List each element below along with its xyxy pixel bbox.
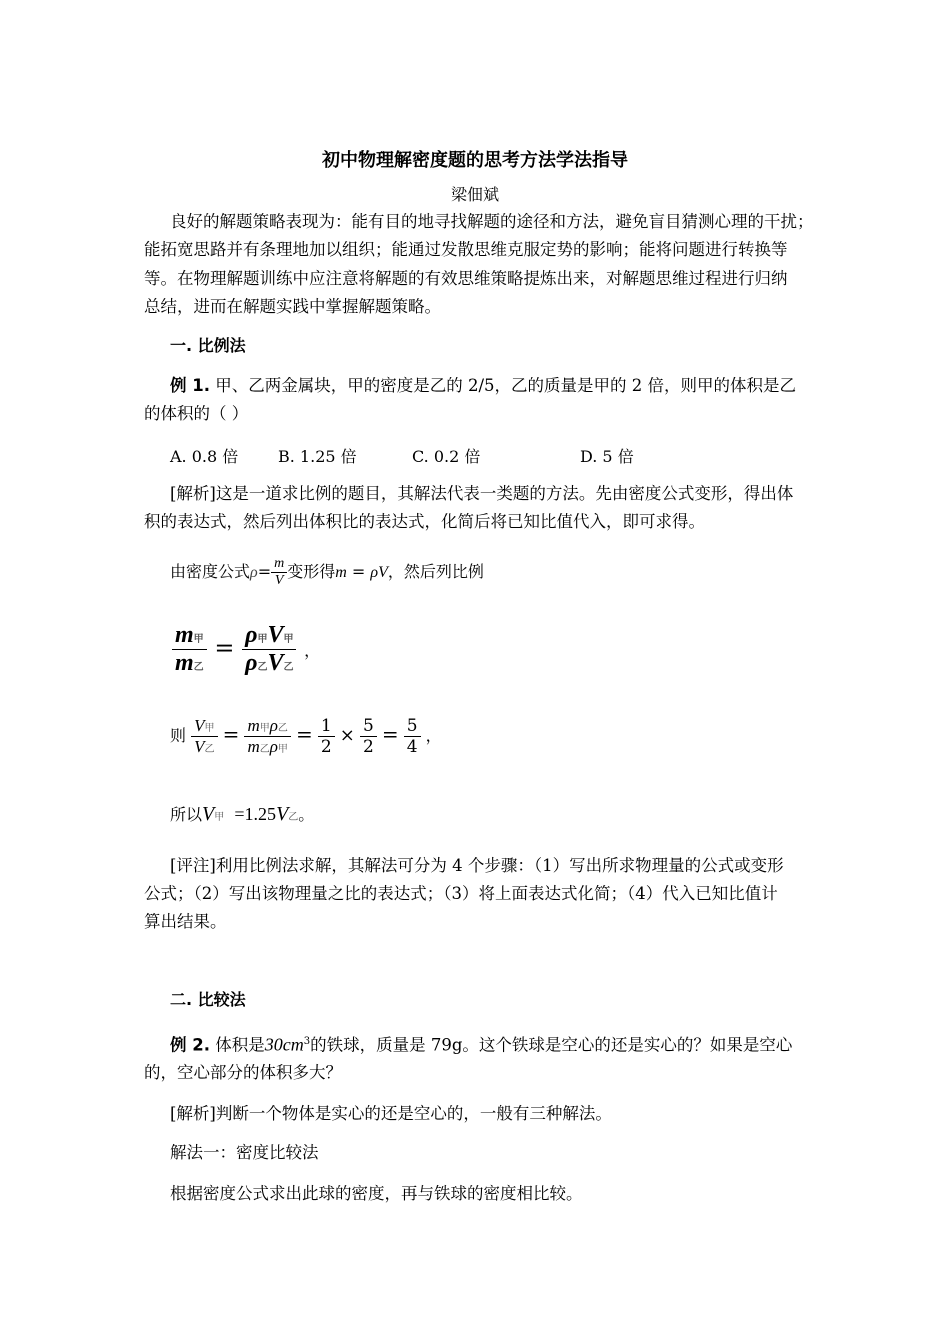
fraction-numerator: m甲	[172, 622, 207, 650]
intro-line: 能拓宽思路并有条理地加以组织；能通过发散思维克服定势的影响；能将问题进行转换等	[144, 240, 788, 259]
document-title: 初中物理解密度题的思考方法学法指导	[322, 150, 628, 171]
example-line	[170, 1032, 792, 1056]
fraction-denominator: V	[274, 573, 284, 588]
intro-line: 总结，进而在解题实践中掌握解题策略。	[144, 297, 441, 316]
formula-prefix: 由密度公式	[170, 562, 251, 581]
example-line: 的体积的（ ）	[144, 404, 249, 423]
result-value: =1.25	[234, 804, 277, 824]
subscript: 乙	[288, 812, 299, 823]
fraction-numerator: m	[271, 556, 287, 573]
fraction: $\frac{5}{4}$	[404, 716, 421, 757]
equals-sign: =	[381, 722, 399, 746]
fraction-denominator: V乙	[194, 737, 215, 756]
volume-value: 30cm	[264, 1034, 304, 1055]
fraction	[271, 556, 287, 589]
example-label: 例 1.	[170, 376, 210, 395]
equals-sign: =	[296, 722, 313, 746]
equals-sign: =	[222, 722, 240, 746]
method-description: 根据密度公式求出此球的密度，再与铁球的密度相比较。	[170, 1184, 583, 1203]
analysis-line: [解析]这是一道求比例的题目，其解法代表一类题的方法。先由密度公式变形，得出体	[170, 484, 794, 503]
formula-symbol: V	[276, 803, 289, 825]
ratio-equation-1	[172, 622, 320, 677]
formula-symbol: =	[351, 562, 366, 581]
fraction	[244, 716, 290, 757]
fraction: $\frac{1}{2}$	[318, 716, 335, 757]
volume-exponent: 3	[303, 1036, 311, 1047]
analysis-line: [解析]判断一个物体是实心的还是空心的，一般有三种解法。	[170, 1104, 612, 1123]
comment-line: 公式；（2）写出该物理量之比的表达式；（3）将上面表达式化简；（4）代入已知比值计	[144, 884, 778, 903]
formula-symbol: V	[202, 803, 215, 825]
then-label: 则	[170, 726, 187, 745]
intro-line: 等。在物理解题训练中应注意将解题的有效思维策略提炼出来，对解题思维过程进行归纳	[144, 269, 788, 288]
so-label: 所以	[170, 805, 203, 824]
fraction-numerator: m甲ρ乙	[244, 716, 290, 737]
times-sign: ×	[339, 725, 355, 746]
fraction-denominator: m乙ρ甲	[247, 737, 288, 756]
example-text: 甲、乙两金属块，甲的密度是乙的 2/5，乙的质量是甲的 2 倍，则甲的体积是乙	[215, 376, 797, 395]
fraction	[242, 622, 296, 677]
ratio-equation-2	[170, 716, 442, 757]
formula-symbol: V	[378, 564, 388, 581]
density-formula-line	[170, 556, 484, 589]
formula-symbol: ρ	[250, 564, 258, 581]
subscript: 甲	[214, 812, 225, 823]
fraction: $\frac{5}{2}$	[360, 716, 377, 757]
example-line	[170, 376, 796, 396]
comment-line: [评注]利用比例法求解，其解法可分为 4 个步骤：（1）写出所求物理量的公式或变形	[170, 856, 784, 875]
analysis-line: 积的表达式，然后列出体积比的表达式，化简后将已知比值代入，即可求得。	[144, 512, 705, 531]
punctuation: ，	[425, 726, 442, 745]
punctuation: ，	[304, 641, 321, 660]
fraction	[172, 622, 207, 677]
choice-d: D. 5 倍	[580, 447, 634, 466]
example-text: 体积是	[215, 1035, 265, 1055]
punctuation: 。	[298, 805, 315, 824]
author: 梁佃斌	[450, 185, 499, 204]
example-text: 的铁球，质量是 79g。这个铁球是空心的还是实心的？如果是空心	[310, 1035, 793, 1055]
method-heading: 解法一：密度比较法	[170, 1143, 319, 1162]
choice-c: C. 0.2 倍	[412, 447, 481, 466]
fraction	[191, 716, 217, 757]
formula-symbol: m	[335, 564, 347, 581]
section-heading: 一. 比例法	[170, 336, 246, 355]
result-line	[170, 802, 314, 826]
formula-mid: 变形得	[287, 562, 336, 581]
fraction-denominator: m乙	[175, 650, 204, 676]
equals-sign: =	[214, 634, 235, 662]
fraction-numerator: V甲	[191, 716, 217, 737]
section-heading: 二. 比较法	[170, 990, 246, 1009]
formula-symbol: =	[257, 562, 272, 581]
formula-symbol: ρ	[370, 564, 379, 581]
example-label: 例 2.	[170, 1035, 210, 1055]
comment-line: 算出结果。	[144, 912, 227, 931]
fraction-numerator: ρ甲V甲	[242, 622, 296, 650]
fraction-denominator: ρ乙V乙	[245, 650, 294, 676]
formula-suffix: ，然后列比例	[387, 562, 484, 581]
example-line: 的，空心部分的体积多大？	[144, 1063, 342, 1082]
intro-line: 良好的解题策略表现为：能有目的地寻找解题的途径和方法，避免盲目猜测心理的干扰；	[170, 212, 814, 231]
choice-a: A. 0.8 倍	[170, 447, 239, 466]
choice-b: B. 1.25 倍	[278, 447, 357, 466]
